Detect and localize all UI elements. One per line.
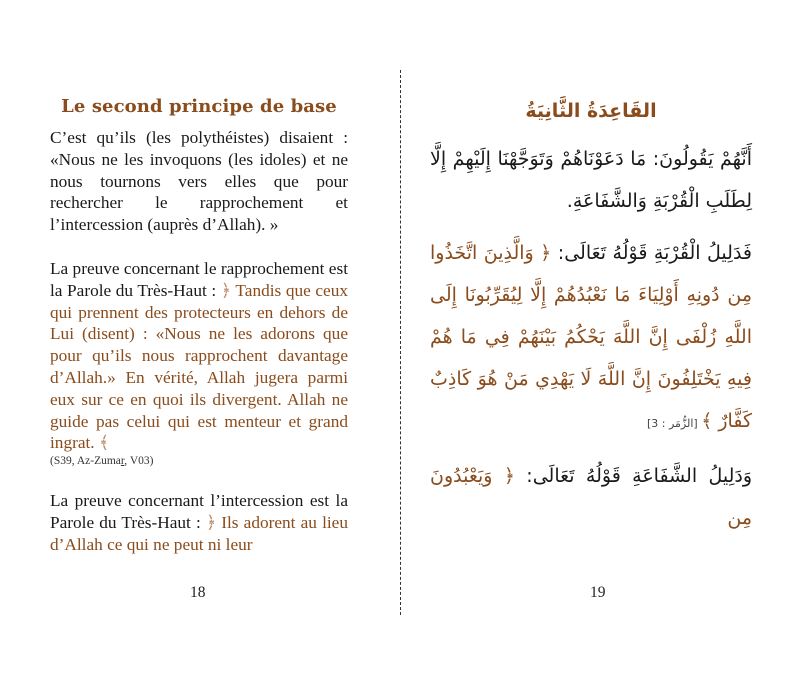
arabic-paragraph-principle: أَنَّهُمْ يَقُولُونَ: مَا دَعَوْنَاهُمْ وَتَوَجَّهْنَا إِلَيْهِمْ إِلَّا لِطَلَبِ الْقُرْبَةِ وَالشَّفَاعَةِ. <box>430 148 752 212</box>
left-page <box>50 96 348 556</box>
arabic-quran-quote: ﴿ وَالَّذِينَ اتَّخَذُوا مِن دُونِهِ أَوْلِيَاءَ مَا نَعْبُدُهُمْ إِلَّا لِيُقَرِّبُونَا إِلَى اللَّهِ زُلْفَى إِنَّ اللَّهَ يَحْكُمُ بَيْنَهُمْ فِي مَا هُمْ فِيهِ يَخْتَلِفُونَ إِنَّ اللَّهَ لَا يَهْدِي مَنْ هُوَ كَاذِبٌ كَفَّارٌ ﴾ <box>430 242 752 432</box>
paragraph-gap <box>430 222 752 232</box>
paragraph-gap <box>50 468 348 490</box>
quran-quote: Ils adorent au lieu d’Allah ce qui ne peut ni leur <box>50 512 348 554</box>
arabic-proof-intro: وَدَلِيلُ الشَّفَاعَةِ قَوْلُهُ تَعَالَى: <box>514 465 752 487</box>
page-number-right: 19 <box>590 584 606 601</box>
page-number-left: 18 <box>190 584 206 601</box>
section-heading-fr: Le second principe de base <box>61 96 337 117</box>
quote-open-ornament: ﴿ <box>205 512 217 532</box>
proof-intro: La preuve concernant l’intercession est la Parole du Très-Haut : <box>50 491 348 532</box>
arabic-verse-reference: [الزُّمَر : 3] <box>646 417 702 430</box>
arabic-paragraph-proof-qurba <box>430 232 752 445</box>
arabic-paragraph-proof-shafaa <box>430 455 752 539</box>
proof-intro: La preuve concernant le rapprochement est la Parole du Très-Haut : <box>50 258 348 300</box>
section-heading-ar: القَاعِدَةُ الثَّانِيَةُ <box>525 100 657 122</box>
right-page <box>430 96 752 539</box>
paragraph-proof-rapprochement <box>50 258 348 468</box>
quote-close-ornament: ﴾ <box>98 433 110 453</box>
arabic-proof-intro: فَدَلِيلُ الْقُرْبَةِ قَوْلُهُ تَعَالَى: <box>551 242 752 264</box>
paragraph-gap <box>430 445 752 455</box>
page-divider <box>400 70 401 615</box>
quote-open-ornament: ﴿ <box>220 280 231 300</box>
paragraph-principle: C’est qu’ils (les polythéistes) disaient : «Nous ne les invoquons (les idoles) et ne nous tournons vers elles que pour rechercher le rapprochement et l’intercession (auprès d’Allah). » <box>50 128 348 235</box>
paragraph-proof-intercession <box>50 490 348 555</box>
arabic-quran-quote: ﴿ وَيَعْبُدُونَ مِن <box>430 465 752 529</box>
paragraph-gap <box>50 236 348 258</box>
verse-reference: (S39, Az-Zumar, V03) <box>50 455 154 468</box>
quran-quote: Tandis que ceux qui prennent des protecteurs en dehors de Lui (disent) : «Nous ne les adorons que pour qu’ils nous rapprochent davantage d’Allah.» En vérité, Allah jugera parmi eux sur ce en quoi ils divergent. Allah ne guide pas celui qui est menteur et grand ingrat. <box>50 280 348 453</box>
